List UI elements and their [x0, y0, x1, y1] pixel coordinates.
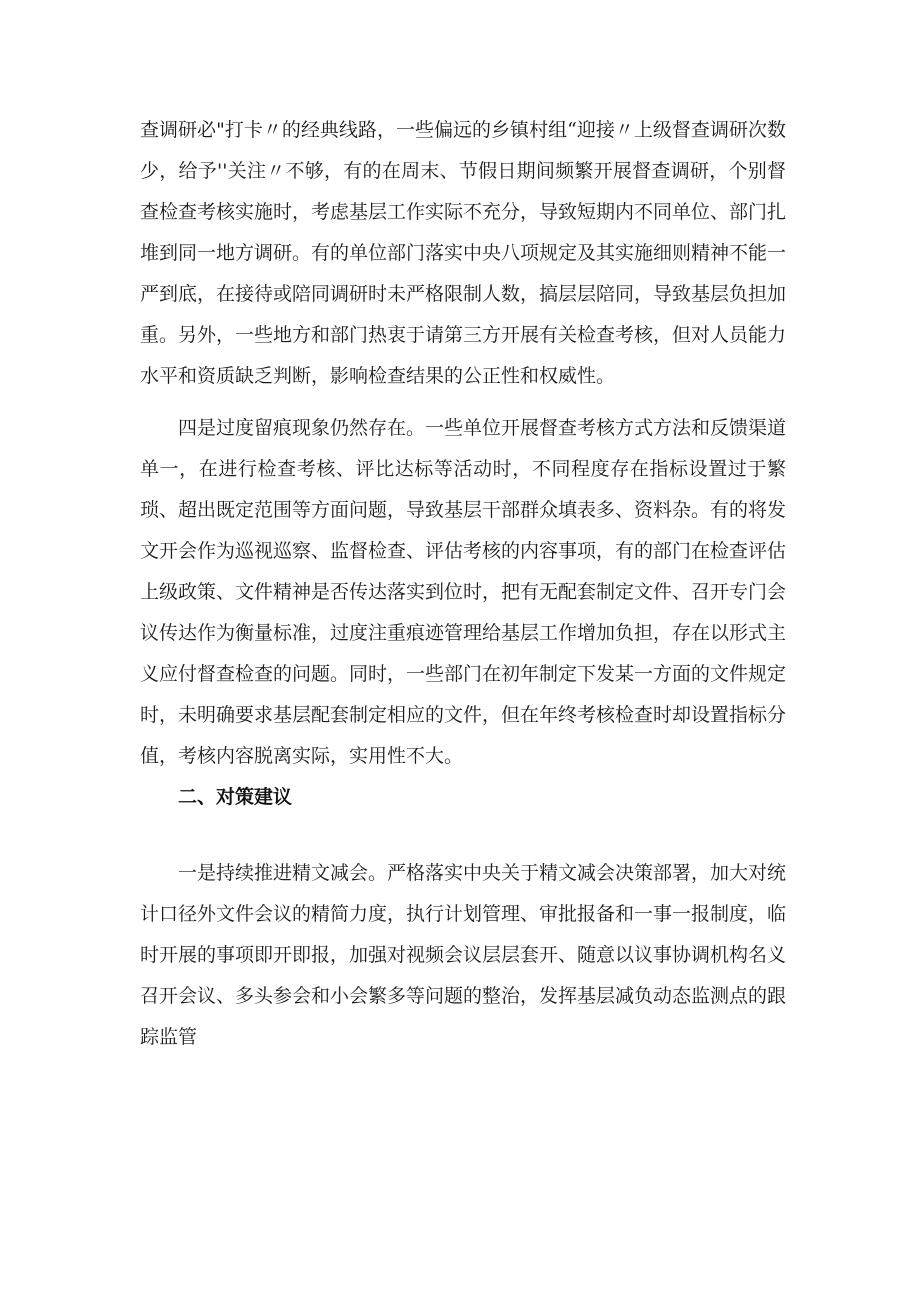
document-body [140, 110, 786, 1058]
section-heading: 二、对策建议 [178, 786, 293, 808]
paragraph-continuation: 查调研必"打卡〃的经典线路，一些偏远的乡镇村组“迎接〃上级督查调研次数少，给予''关注〃不够，有的在周末、节假日期间频繁开展督查调研，个别督查检查考核实施时，考虑基层工作实际不充分，导致短期内不同单位、部门扎堆到同一地方调研。有的单位部门落实中央八项规定及其实施细则精神不能一严到底，在接待或陪同调研时未严格限制人数，搞层层陪同，导致基层负担加重。另外，一些地方和部门热衷于请第三方开展有关检查考核，但对人员能力水平和资质缺乏判断，影响检查结果的公正性和权威性。 [140, 119, 787, 387]
paragraph-streamline-documents: 一是持续推进精文减会。严格落实中央关于精文减会决策部署，加大对统计口径外文件会议的精简力度，执行计划管理、审批报备和一事一报制度，临时开展的事项即开即报，加强对视频会议层层套开、随意以议事协调机构名义召开会议、多头参会和小会繁多等问题的整治，发挥基层减负动态监测点的跟踪监管 [140, 862, 787, 1048]
paragraph-excessive-traces: 四是过度留痕现象仍然存在。一些单位开展督查考核方式方法和反馈渠道单一，在进行检查考核、评比达标等活动时，不同程度存在指标设置过于繁琐、超出既定范围等方面问题，导致基层干部群众填表多、资料杂。有的将发文开会作为巡视巡察、监督检查、评估考核的内容事项，有的部门在检查评估上级政策、文件精神是否传达落实到位时，把有无配套制定文件、召开专门会议传达作为衡量标准，过度注重痕迹管理给基层工作增加负担，存在以形式主义应付督查检查的问题。同时，一些部门在初年制定下发某一方面的文件规定时，未明确要求基层配套制定相应的文件，但在年终考核检查时却设置指标分值，考核内容脱离实际，实用性不大。 [140, 417, 787, 767]
